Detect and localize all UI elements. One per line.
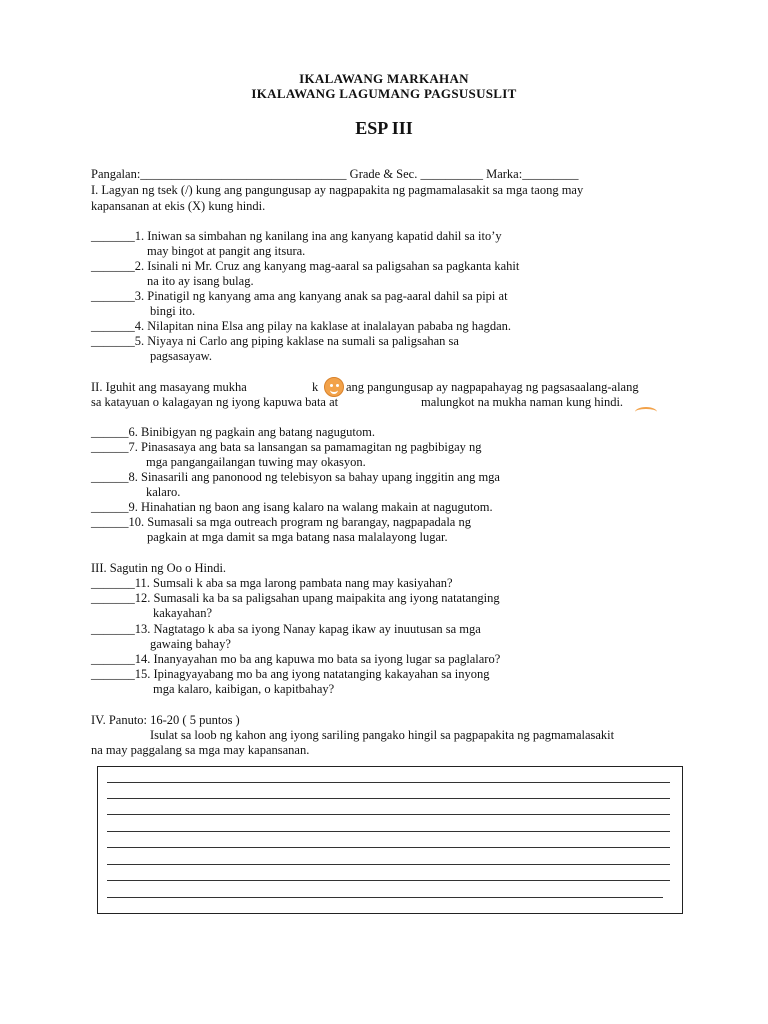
answer-line[interactable] (107, 880, 670, 881)
section4-instruction-line2: na may paggalang sa mga may kapansanan. (91, 743, 310, 757)
question-text: 7. Pinasasaya ang bata sa lansangan sa pamamagitan ng pagbibigay ng (128, 440, 482, 454)
section1-instruction-line1: I. Lagyan ng tsek (/) kung ang pangungusap ay nagpapakita ng pagmamalasakit sa mga taong may (91, 183, 584, 197)
question-item (91, 425, 375, 440)
sad-face-icon (635, 407, 657, 417)
quarter-title: IKALAWANG MARKAHAN (299, 71, 469, 86)
answer-line[interactable] (107, 864, 670, 865)
question-text: 9. Hinahatian ng baon ang isang kalaro na walang makain at nagugutom. (128, 500, 493, 514)
question-item (91, 591, 500, 606)
score-field[interactable]: _________ (522, 167, 579, 181)
question-text: 12. Sumasali ka ba sa paligsahan upang maipakita ang iyong natatanging (134, 591, 500, 605)
question-item (91, 515, 471, 530)
section4-instruction-line1: Isulat sa loob ng kahon ang iyong sariling pangako hingil sa pagpapakita ng pagmamalasakit (150, 728, 615, 742)
happy-face-icon (324, 377, 344, 397)
section2-instruction-d: sa katayuan o kalagayan ng iyong kapuwa bata at (91, 395, 339, 409)
answer-blank[interactable]: ______ (91, 425, 129, 439)
question-item (91, 576, 453, 591)
question-text: 8. Sinasarili ang panonood ng telebisyon sa bahay upang inggitin ang mga (128, 470, 500, 484)
question-continuation: may bingot at pangit ang itsura. (147, 244, 306, 258)
question-continuation: mga pangangailangan tuwing may okasyon. (146, 455, 366, 469)
question-continuation: bingi ito. (150, 304, 196, 318)
question-item (91, 259, 519, 274)
answer-line[interactable] (107, 897, 663, 898)
question-text: 6. Binibigyan ng pagkain ang batang nagugutom. (128, 425, 375, 439)
answer-blank[interactable]: _______ (91, 259, 135, 273)
answer-line[interactable] (107, 847, 670, 848)
name-label: Pangalan: (91, 167, 141, 181)
question-text: 13. Nagtatago k aba sa iyong Nanay kapag ikaw ay inuutusan sa mga (134, 622, 481, 636)
score-label: Marka: (486, 167, 523, 181)
section2-instruction-c: ang pangungusap ay nagpapahayag ng pagsasaalang-alang (346, 380, 639, 394)
question-text: 11. Sumsali k aba sa mga larong pambata nang may kasiyahan? (134, 576, 453, 590)
name-field[interactable]: _________________________________ (140, 167, 347, 181)
student-info-line (91, 167, 578, 182)
answer-blank[interactable]: _______ (91, 667, 135, 681)
question-text: 5. Niyaya ni Carlo ang piping kaklase na sumali sa paligsahan sa (134, 334, 459, 348)
answer-blank[interactable]: _______ (91, 576, 135, 590)
question-text: 15. Ipinagyayabang mo ba ang iyong natatanging kakayahan sa inyong (134, 667, 490, 681)
answer-line[interactable] (107, 814, 670, 815)
question-text: 3. Pinatigil ng kanyang ama ang kanyang anak sa pag-aaral dahil sa pipi at (134, 289, 508, 303)
section4-heading: IV. Panuto: 16-20 ( 5 puntos ) (91, 713, 240, 727)
answer-blank[interactable]: _______ (91, 229, 135, 243)
question-continuation: gawaing bahay? (150, 637, 231, 651)
question-item (91, 229, 502, 244)
answer-blank[interactable]: ______ (91, 470, 129, 484)
answer-blank[interactable]: _______ (91, 622, 135, 636)
question-text: 10. Sumasali sa mga outreach program ng barangay, nagpapadala ng (128, 515, 471, 529)
question-item (91, 470, 500, 485)
question-item (91, 667, 490, 682)
answer-line[interactable] (107, 798, 670, 799)
question-item (91, 652, 500, 667)
answer-line[interactable] (107, 782, 670, 783)
answer-box[interactable] (97, 766, 683, 914)
answer-blank[interactable]: _______ (91, 652, 135, 666)
answer-blank[interactable]: _______ (91, 319, 135, 333)
answer-blank[interactable]: ______ (91, 440, 129, 454)
exam-title: IKALAWANG LAGUMANG PAGSUSUSLIT (251, 86, 517, 101)
question-continuation: mga kalaro, kaibigan, o kapitbahay? (153, 682, 335, 696)
answer-blank[interactable]: _______ (91, 591, 135, 605)
question-continuation: pagkain at mga damit sa mga batang nasa malalayong lugar. (147, 530, 448, 544)
question-continuation: kakayahan? (153, 606, 212, 620)
subject-title: ESP III (355, 118, 413, 138)
section2-instruction-b: k (312, 380, 319, 394)
question-item (91, 289, 508, 304)
question-continuation: kalaro. (146, 485, 181, 499)
question-text: 1. Iniwan sa simbahan ng kanilang ina ang kanyang kapatid dahil sa ito’y (134, 229, 502, 243)
section2-instruction-a: II. Iguhit ang masayang mukha (91, 380, 247, 394)
grade-field[interactable]: __________ (420, 167, 483, 181)
question-text: 4. Nilapitan nina Elsa ang pilay na kaklase at inalalayan pababa ng hagdan. (134, 319, 512, 333)
section2-instruction-e: malungkot na mukha naman kung hindi. (421, 395, 624, 409)
section3-instruction: III. Sagutin ng Oo o Hindi. (91, 561, 227, 575)
question-item (91, 319, 511, 334)
question-item (91, 500, 493, 515)
question-item (91, 334, 459, 349)
question-continuation: na ito ay isang bulag. (147, 274, 254, 288)
answer-blank[interactable]: ______ (91, 515, 129, 529)
question-text: 14. Inanyayahan mo ba ang kapuwa mo bata sa iyong lugar sa paglalaro? (134, 652, 501, 666)
question-text: 2. Isinali ni Mr. Cruz ang kanyang mag-aaral sa paligsahan sa pagkanta kahit (134, 259, 520, 273)
answer-blank[interactable]: ______ (91, 500, 129, 514)
grade-label: Grade & Sec. (349, 167, 418, 181)
question-continuation: pagsasayaw. (150, 349, 213, 363)
question-item (91, 622, 481, 637)
answer-line[interactable] (107, 831, 670, 832)
answer-blank[interactable]: _______ (91, 334, 135, 348)
question-item (91, 440, 482, 455)
section1-instruction-line2: kapansanan at ekis (X) kung hindi. (91, 199, 266, 213)
answer-blank[interactable]: _______ (91, 289, 135, 303)
